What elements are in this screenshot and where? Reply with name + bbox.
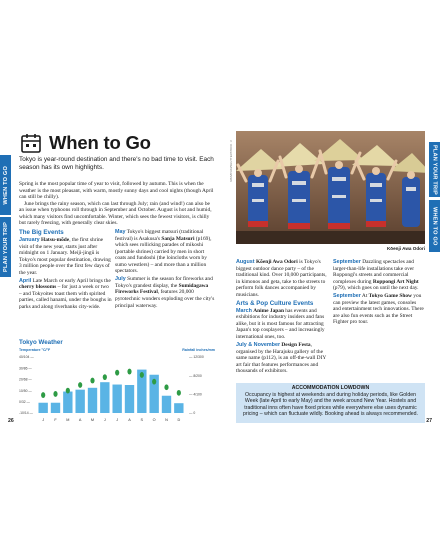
weather-chart — [19, 346, 215, 426]
temp-dot — [164, 384, 168, 390]
side-tab-when-to-go: WHEN TO GO — [0, 155, 11, 215]
event-july: July Summer is the season for fireworks and Tokyo's grandest display, the Sumidagawa Fireworks Festival, features 20,000 pyrotechnic wonders exploding over the city's principal waterway. — [115, 276, 215, 309]
event-may: May Tokyo's biggest matsuri (traditional festival) is Asakusa's Sanja Matsuri (p169), which sees rollicking parades of mikoshi (portable shrines) carried by men in short coats and fundoshi (the loincloths worn by sumo wrestlers) – and more than a million spectators. — [115, 229, 212, 275]
temp-dot — [103, 374, 107, 380]
side-tab-plan-your-trip-right: PLAN YOUR TRIP — [429, 142, 440, 197]
temp-dot — [41, 392, 45, 398]
month-label: J — [42, 418, 45, 422]
month-label: A — [78, 418, 82, 422]
temp-dot — [66, 388, 70, 394]
title-row — [19, 131, 151, 155]
events-column-3 — [236, 259, 329, 376]
photo-credit: MASAYUKI/SHUTTERSTOCK © — [229, 139, 233, 182]
page-title: When to Go — [49, 132, 151, 153]
temp-tick: 20/68 — — [19, 377, 32, 382]
events-column-2 — [115, 229, 215, 311]
rain-tick: — 12/300 — [189, 355, 204, 360]
side-tab-when-to-go-right: WHEN TO GO — [429, 200, 440, 252]
page-number-left: 26 — [8, 418, 14, 424]
temp-axis-label: Temperature °C/°F — [19, 348, 51, 352]
events-column-1 — [19, 229, 112, 312]
event-april: April Late March or early April brings the cherry blossoms – for just a week or two – and Tokyoites toast them with spirited parties, called hanami, under the boughs in parks and along riverbanks city-wide. — [19, 277, 112, 310]
temp-dot — [152, 379, 156, 385]
rain-tick: — 4/100 — [189, 392, 202, 397]
rain-bar — [100, 382, 109, 413]
rain-bar — [63, 392, 72, 413]
temp-dot — [127, 369, 131, 375]
body-paragraph: Spring is the most popular time of year to visit, followed by autumn. This is when the weather is the most pleasant, with warm, mostly sunny days and cool nights (though April can still be chilly). — [19, 181, 214, 201]
rain-bar — [125, 385, 134, 413]
rain-bar — [162, 396, 171, 413]
rain-bar — [112, 385, 121, 413]
photo-caption: Kōenji Awa Odori — [386, 246, 425, 251]
body-paragraph: June brings the rainy season, which can last through July; rain (and wind!) can also be an issue when typhoons roll through in September and October. August is hot and humid, which many visitors find uncomfortable. Winter, which sees the fewest visitors, is chilly but rarely freezing, with generally clear skies. — [19, 200, 212, 227]
rain-tick: — 0 — [189, 411, 196, 416]
events-column-4 — [333, 259, 425, 327]
month-label: A — [128, 418, 131, 422]
rain-bar — [75, 390, 84, 413]
temp-tick: 0/32 — — [19, 400, 30, 404]
month-label: J — [116, 418, 119, 422]
calendar-icon — [19, 131, 43, 155]
rain-bar — [174, 403, 183, 413]
lowdown-text: Occupancy is highest at weekends and during holiday periods, like Golden Week (late April to early May) and the week around New Year. Hostels and traditional inns often have fixed prices while everywhere else uses dynamic pricing – which can fluctuate wildly. Booking ahead is always recommended. — [243, 392, 418, 417]
temp-dot — [53, 391, 57, 397]
rain-tick: — 8/200 — [189, 373, 202, 378]
rain-bar — [38, 403, 47, 413]
month-label: O — [152, 418, 156, 422]
rain-axis-label: Rainfall inches/mm — [182, 348, 215, 352]
dancers-image — [236, 131, 425, 244]
month-label: N — [165, 418, 168, 422]
month-label: D — [177, 418, 181, 422]
intro-body — [19, 181, 215, 227]
page-number-right: 27 — [426, 418, 432, 424]
pop-culture-heading: Arts & Pop Culture Events — [236, 299, 314, 307]
rain-axis — [189, 355, 204, 415]
temp-dot — [90, 378, 94, 384]
temp-axis — [19, 355, 34, 415]
temp-dots — [41, 369, 181, 398]
side-tab-plan-your-trip: PLAN YOUR TRIP — [0, 217, 11, 277]
temp-dot — [140, 372, 144, 378]
festival-photo — [236, 131, 425, 244]
temp-dot — [78, 382, 82, 388]
temp-tick: 10/50 — — [19, 388, 32, 393]
big-events-heading: The Big Events — [19, 229, 64, 236]
event-march: March Anime Japan has events and exhibitions for industry insiders and fans alike, but it is most famous for attracting Japan's top cosplayers – and increasingly international ones, too. — [236, 307, 325, 340]
lowdown-title: ACCOMMODATION LOWDOWN — [291, 385, 370, 391]
rain-bar — [88, 388, 97, 413]
event-january: January Hatsu-mōde, the first shrine visit of the new year, starts just after midnight on 1 January. Meiji-jingū is Tokyo's most popular destination, drawing 3 million people over the first few days of the year. — [19, 237, 111, 276]
temp-tick: 30/86 — — [19, 366, 32, 371]
event-september-art: September Dazzling spectacles and larger-than-life installations take over Roppongi's streets and commercial complexes during Roppongi Art Night (p79), which goes on until the next day. — [333, 259, 419, 292]
temp-dot — [177, 390, 181, 396]
temp-dot — [115, 370, 119, 376]
month-label: M — [66, 418, 70, 422]
month-label: F — [54, 418, 57, 422]
weather-title: Tokyo Weather — [19, 339, 63, 346]
intro-text: Tokyo is year-round destination and there's no bad time to visit. Each season has its own highlights. — [19, 156, 214, 171]
rain-bar — [51, 403, 60, 413]
temp-tick: -10/14 — — [19, 411, 33, 416]
month-label: M — [90, 418, 95, 422]
event-september-games: September At Tokyo Game Show you can preview the latest games, consoles and entertainment tech innovations. There are also fun events such as the Street Fighter pro tour. — [333, 293, 424, 326]
month-label: J — [103, 418, 106, 422]
event-august: August Kōenji Awa Odori is Tokyo's biggest outdoor dance party – of the traditional kind. Over 10,000 participants, in kimonos and geta, take to the streets to perform folk dances accompanied by musicians. — [236, 259, 327, 298]
event-july-november: July & November Design Festa, organised by the Harajuku gallery of the same name (p112), is an off-the-wall DIY art fair that features performances and thousands of exhibitors. — [236, 342, 327, 375]
accommodation-lowdown-box — [236, 383, 425, 423]
temp-tick: 40/104 — — [19, 355, 34, 360]
month-labels — [42, 418, 180, 422]
month-label: S — [140, 418, 144, 422]
rain-bars — [38, 370, 183, 413]
